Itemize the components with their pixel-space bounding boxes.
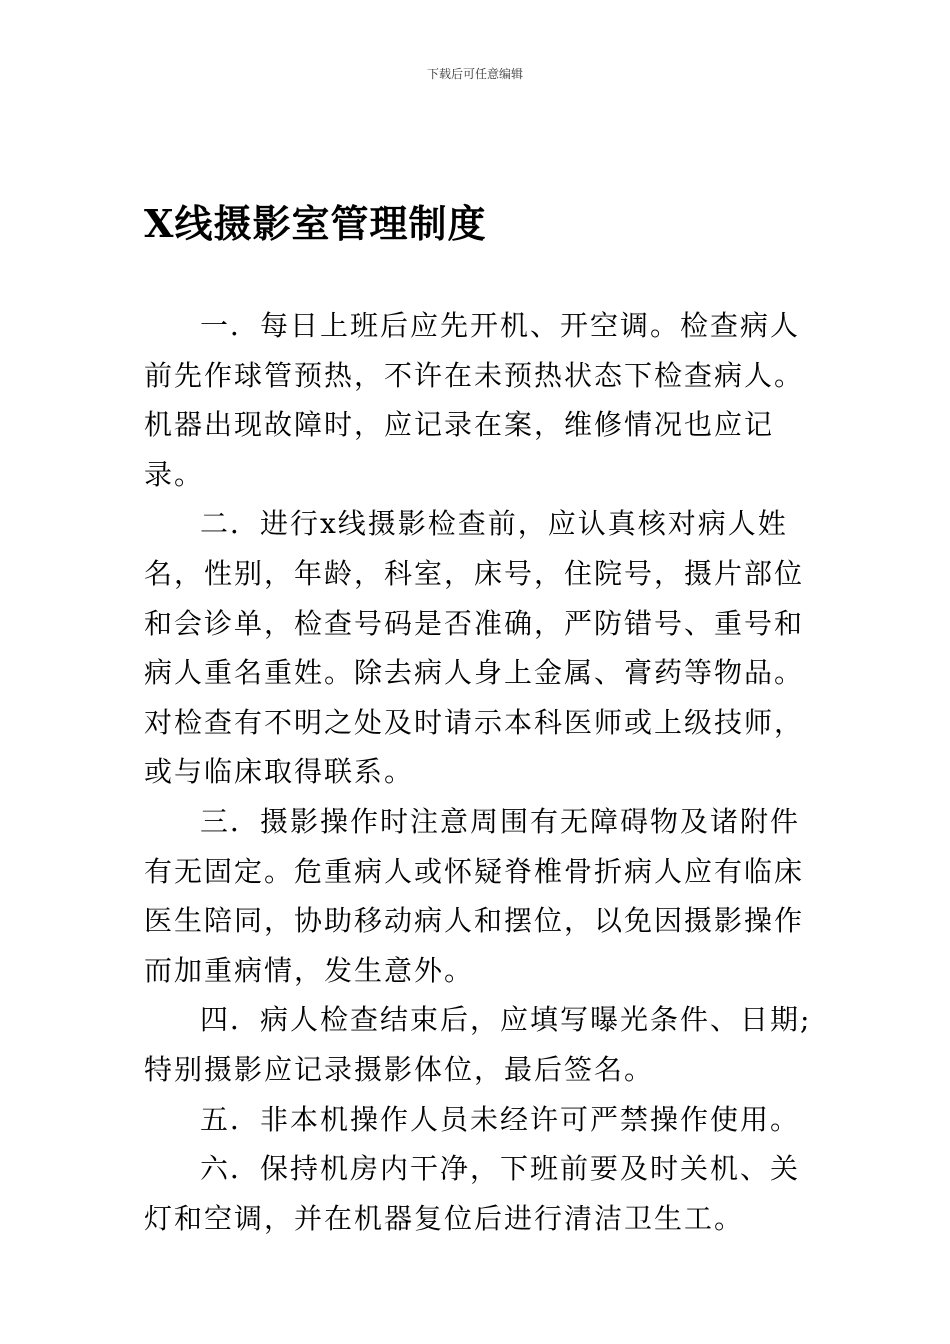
document-title: X线摄影室管理制度: [144, 201, 487, 246]
rule-paragraph-6: 六．保持机房内干净，下班前要及时关机、关灯和空调，并在机器复位后进行清洁卫生工。: [144, 1152, 801, 1235]
rule-paragraph-4: 四．病人检查结束后，应填写曝光条件、日期;特别摄影应记录摄影体位，最后签名。: [144, 1003, 812, 1086]
rule-paragraph-5: 五．非本机操作人员未经许可严禁操作使用。: [200, 1102, 801, 1136]
document-body: [144, 301, 816, 1243]
rule-paragraph-2: 二．进行x线摄影检查前，应认真核对病人姓名，性别，年龄，科室，床号，住院号，摄片部位和会诊单，检查号码是否准确，严防错号、重号和病人重名重姓。除去病人身上金属、膏药等物品。对检查有不明之处及时请示本科医师或上级技师，或与临床取得联系。: [144, 507, 805, 789]
header-note: 下载后可任意编辑: [426, 67, 523, 81]
rule-paragraph-1: 一．每日上班后应先开机、开空调。检查病人前先作球管预热，不许在未预热状态下检查病人。机器出现故障时，应记录在案，维修情况也应记录。: [144, 309, 805, 491]
rule-paragraph-3: 三．摄影操作时注意周围有无障碍物及诸附件有无固定。危重病人或怀疑脊椎骨折病人应有临床医生陪同，协助移动病人和摆位，以免因摄影操作而加重病情，发生意外。: [144, 804, 805, 987]
